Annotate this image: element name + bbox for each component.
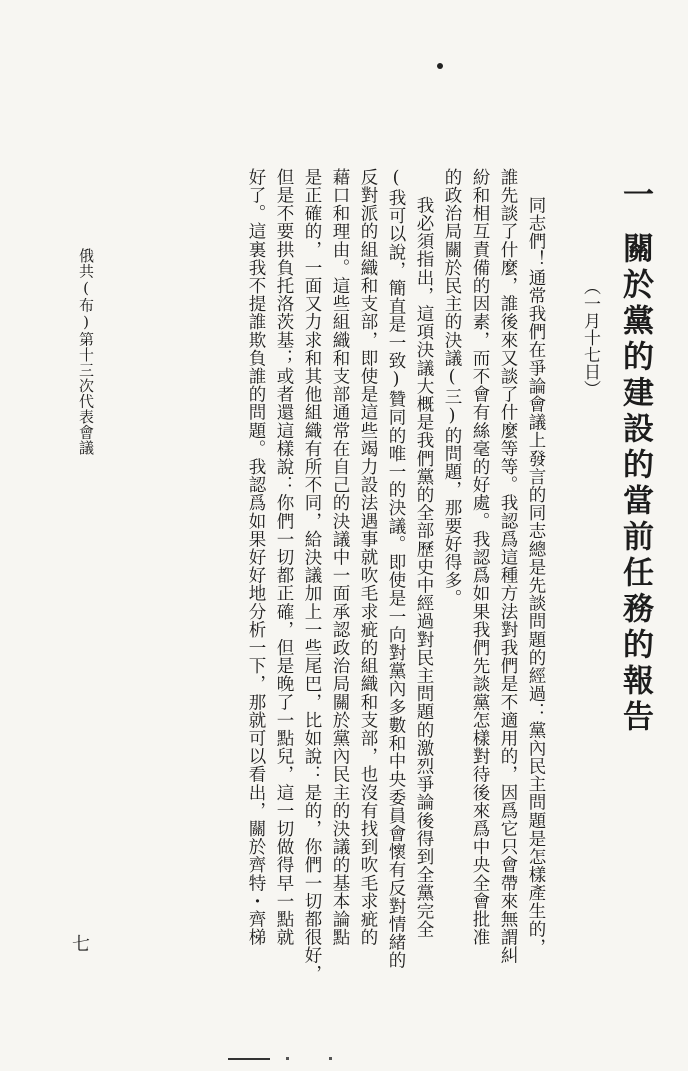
section-number: 一 [617, 178, 653, 214]
paragraph-line: 誰先談了什麼，誰後來又談了什麼等等。我認爲這種方法對我們是不適用的，因爲它只會帶來無謂糾 [498, 168, 518, 965]
page-number: 七 [72, 934, 90, 955]
paragraph-line: (我可以說，簡直是一致)贊同的唯一的決議。即使是一向對黨內多數和中央委員會懷有反對情緒的 [386, 168, 406, 970]
print-mark [329, 1057, 332, 1060]
print-mark [286, 1057, 289, 1060]
paragraph-line: 的政治局關於民主的決議(三)的問題，那要好得多。 [442, 168, 462, 608]
section-title [606, 178, 653, 736]
paragraph-line: 我必須指出，這項決議大概是我們黨的全部歷史中經過對民主問題的激烈爭論後得到全黨完全 [414, 196, 434, 939]
paragraph-line: 反對派的組織和支部，即使是這些竭力設法遇事就吹毛求疵的組織和支部，也沒有找到吹毛求疵的 [358, 168, 378, 947]
paragraph-line: 好了。這裏我不提誰欺負誰的問題。我認爲如果好好地分析一下，那就可以看出，關於齊特・齊梯 [246, 168, 266, 947]
section-title-text: 關於黨的建設的當前任務的報告 [617, 232, 653, 736]
section-date: （一月十七日） [580, 278, 600, 397]
paragraph-line: 同志們！通常我們在爭論會議上發言的同志總是先談問題的經過：黨內民主問題是怎樣產生的， [526, 196, 546, 957]
running-title: 俄共(布)第十三次代表會議 [77, 248, 95, 456]
paragraph-line: 但是不要拱負托洛茨基；或者還這樣說：你們一切都正確，但是晚了一點兒，這一切做得早一點就 [274, 168, 294, 947]
paragraph-line: 藉口和理由。這些組織和支部通常在自己的決議中一面承認政治局關於黨內民主的決議的基本論點 [330, 168, 350, 947]
bottom-rule [228, 1058, 270, 1060]
ink-dot [437, 63, 443, 69]
paragraph-line: 是正確的，一面又力求和其他組織有所不同，給決議加上一些尾巴，比如說：是的，你們一切都很好， [302, 168, 322, 983]
paragraph-line: 紛和相互責備的因素，而不會有絲毫的好處。我認爲如果我們先談黨怎樣對待後來爲中央全會批准 [470, 168, 490, 947]
text-columns [236, 168, 653, 983]
